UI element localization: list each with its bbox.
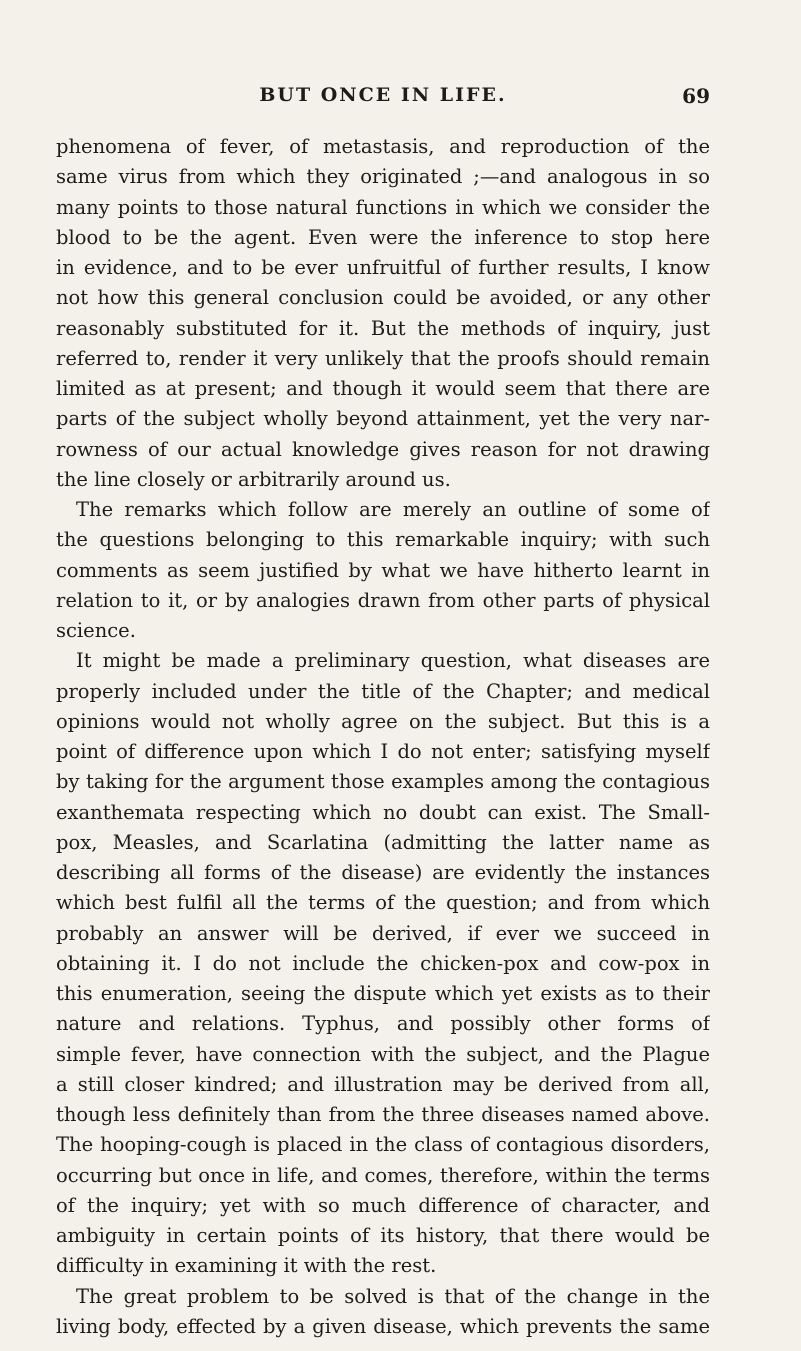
text-line: by taking for the argument those examples among the contagious: [56, 770, 710, 794]
text-line: describing all forms of the disease) are evidently the instances: [56, 861, 710, 884]
text-line: exanthemata respecting which no doubt can exist. The Small-: [56, 800, 710, 824]
text-line: phenomena of fever, of metastasis, and reproduction of the: [56, 135, 710, 158]
text-line: blood to be the agent. Even were the inference to stop here: [56, 225, 710, 249]
text-line: simple fever, have connection with the subject, and the Plague: [56, 1042, 710, 1066]
text-line: difficulty in examining it with the rest.: [56, 1254, 437, 1278]
text-line: living body, effected by a given disease, which prevents the same: [56, 1314, 710, 1338]
text-line: rowness of our actual knowledge gives reason for not drawing: [56, 437, 710, 461]
running-head: [56, 84, 710, 114]
text-line: The great problem to be solved is that of the change in the: [76, 1284, 710, 1308]
text-line: in evidence, and to be ever unfruitful of further results, I know: [56, 256, 710, 279]
body-text: [56, 132, 710, 1342]
text-line: reasonably substituted for it. But the methods of inquiry, just: [56, 316, 710, 340]
text-line: comments as seem justified by what we have hitherto learnt in: [56, 558, 710, 582]
text-line: The remarks which follow are merely an outline of some of: [76, 498, 710, 521]
text-line: which best fulfil all the terms of the question; and from which: [56, 891, 710, 915]
text-line: many points to those natural functions in which we consider the: [56, 195, 710, 219]
text-line: properly included under the title of the Chapter; and medical: [56, 679, 710, 703]
text-line: pox, Measles, and Scarlatina (admitting the latter name as: [56, 830, 710, 854]
text-line: probably an answer will be derived, if ever we succeed in: [56, 921, 710, 945]
text-line: referred to, render it very unlikely that the proofs should remain: [56, 346, 710, 370]
text-line: The hooping-cough is placed in the class of contagious disorders,: [56, 1133, 710, 1157]
text-line: the line closely or arbitrarily around us.: [56, 467, 451, 491]
running-title: BUT ONCE IN LIFE.: [259, 84, 507, 106]
text-line: obtaining it. I do not include the chicken-pox and cow-pox in: [56, 951, 710, 975]
text-line: the questions belonging to this remarkable inquiry; with such: [56, 528, 710, 552]
text-line: a still closer kindred; and illustration may be derived from all,: [56, 1072, 710, 1096]
text-line: point of difference upon which I do not enter; satisfying myself: [56, 740, 710, 763]
text-line: ambiguity in certain points of its history, that there would be: [56, 1224, 710, 1247]
text-line: not how this general conclusion could be avoided, or any other: [56, 286, 710, 310]
text-line: of the inquiry; yet with so much difference of character, and: [56, 1193, 710, 1217]
page-number: 69: [682, 84, 710, 108]
text-line: It might be made a preliminary question, what diseases are: [76, 649, 710, 673]
text-line: opinions would not wholly agree on the subject. But this is a: [56, 709, 710, 733]
text-line: parts of the subject wholly beyond attainment, yet the very nar-: [56, 407, 710, 431]
text-line: occurring but once in life, and comes, therefore, within the terms: [56, 1163, 710, 1187]
text-line: nature and relations. Typhus, and possibly other forms of: [56, 1012, 710, 1036]
text-line: limited as at present; and though it would seem that there are: [56, 377, 710, 400]
text-line: science.: [56, 619, 136, 642]
text-line: though less definitely than from the three diseases named above.: [56, 1103, 710, 1126]
text-line: same virus from which they originated ;—and analogous in so: [56, 165, 710, 189]
text-line: relation to it, or by analogies drawn from other parts of physical: [56, 588, 710, 612]
text-line: this enumeration, seeing the dispute which yet exists as to their: [56, 982, 710, 1005]
